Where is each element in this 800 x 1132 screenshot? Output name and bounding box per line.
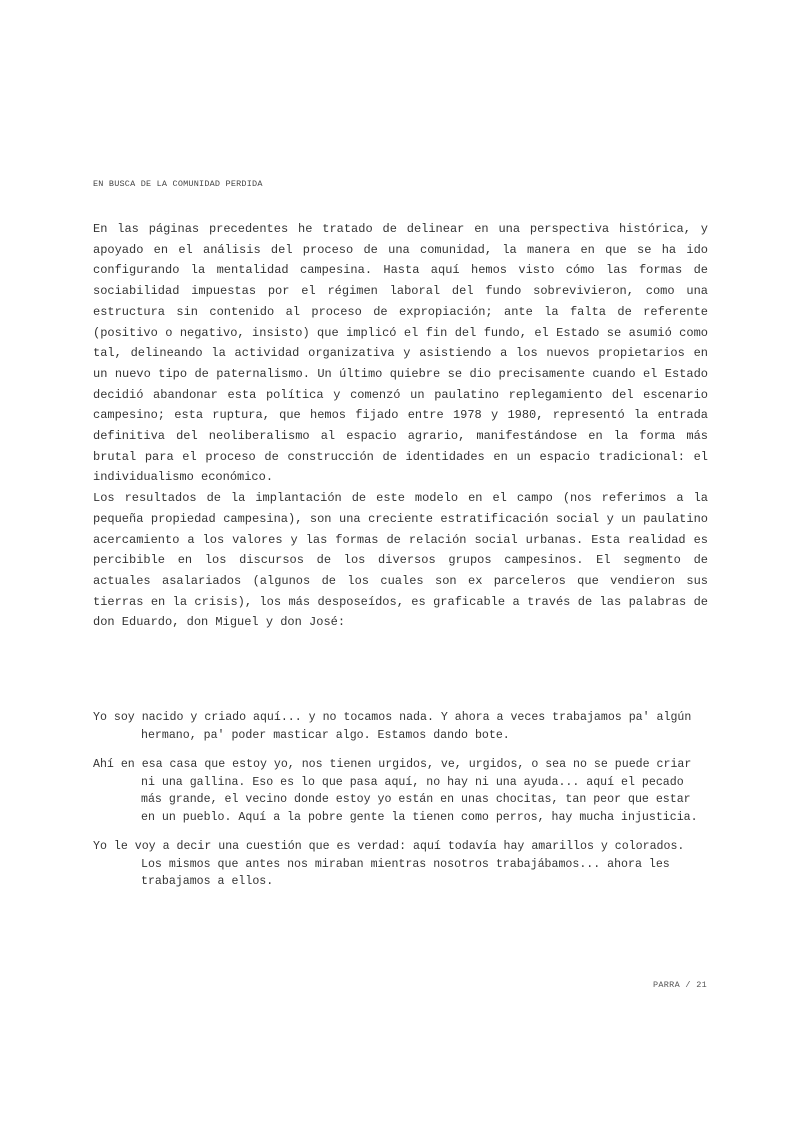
page-number: PARRA / 21 [652,980,707,990]
paragraph-2: Los resultados de la implantación de este modelo en el campo (nos referimos a la pequeña propiedad campesina), son una creciente estratificación social y un paulatino acercamiento a los valores y las formas de relación social urbanas. Esta realidad es percibible en los discursos de los diversos grupos campesinos. El segmento de actuales asalariados (algunos de los cuales son ex parceleros que vendieron sus tierras en la crisis), los más desposeídos, es graficable a través de las palabras de don Eduardo, don Miguel y don José: [93,491,708,630]
interview-quotes [93,709,708,903]
running-header: EN BUSCA DE LA COMUNIDAD PERDIDA [93,179,263,189]
quote-jose: Yo le voy a decir una cuestión que es verdad: aquí todavía hay amarillos y colorados. Los mismos que antes nos miraban mientras nosotros trabajábamos... ahora les trabajamos a ellos. [93,840,685,888]
quote-eduardo: Yo soy nacido y criado aquí... y no tocamos nada. Y ahora a veces trabajamos pa' algún hermano, pa' poder masticar algo. Estamos dando bote. [93,711,692,742]
quote-miguel: Ahí en esa casa que estoy yo, nos tienen urgidos, ve, urgidos, o sea no se puede criar ni una gallina. Eso es lo que pasa aquí, no hay ni una ayuda... aquí el pecado más grande, el vecino donde estoy yo están en unas chocitas, tan peor que estar en un pueblo. Aquí a la pobre gente la tienen como perros, hay mucha injusticia. [93,758,698,824]
paragraph-1: En las páginas precedentes he tratado de delinear en una perspectiva histórica, y apoyado en el análisis del proceso de una comunidad, la manera en que se ha ido configurando la mentalidad campesina. Hasta aquí hemos visto cómo las formas de sociabilidad impuestas por el régimen laboral del fundo sobrevivieron, como una estructura sin contenido al proceso de expropiación; ante la falta de referente (positivo o negativo, insisto) que implicó el fin del fundo, el Estado se asumió como tal, delineando la actividad organizativa y asistiendo a los nuevos propietarios en un nuevo tipo de paternalismo. Un último quiebre se dio precisamente cuando el Estado decidió abandonar esta política y comenzó un paulatino replegamiento del escenario campesino; esta ruptura, que hemos fijado entre 1978 y 1980, representó la entrada definitiva del neoliberalismo al espacio agrario, manifestándose en la forma más brutal para el proceso de construcción de identidades en un espacio tradicional: el individualismo económico. [93,222,708,485]
body-text [93,219,708,633]
